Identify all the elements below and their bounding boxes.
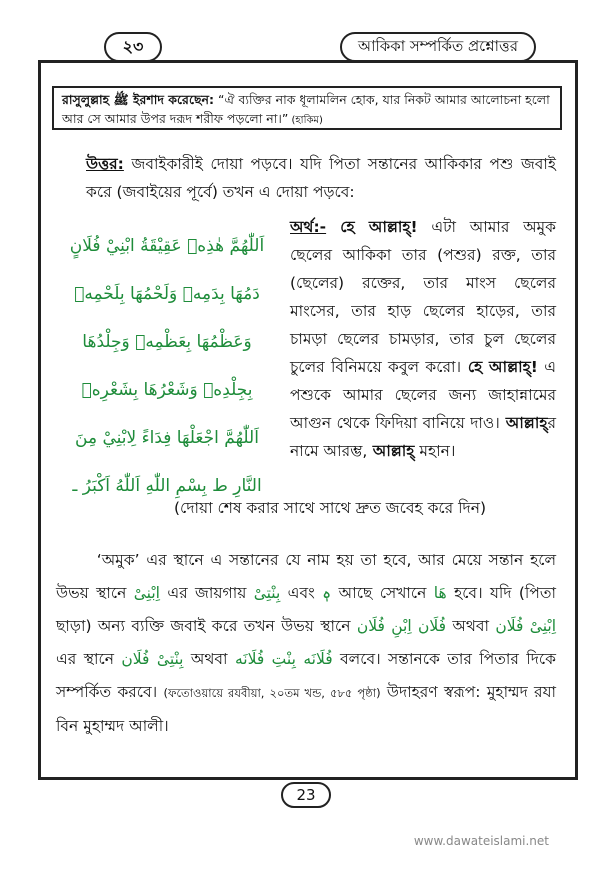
answer-paragraph: [86, 150, 556, 206]
text: এর জায়গায়: [159, 584, 254, 602]
notice-text: “ঐ ব্যক্তির নাক ধূলামলিন হোক, যার নিকট আমার আলোচনা হলো আর সে আমার উপর দরূদ শরীফ পড়লো না।”: [62, 92, 550, 126]
answer-text: জবাইকারীই দোয়া পড়বে। যদি পিতা সন্তানের আকিকার পশু জবাই করে (জবাইয়ের পূর্বে) তখন এ দোয়া পড়বে:: [86, 155, 556, 201]
arabic-line: وَعَظْمُهَا بِعَظْمِهٖ وَجِلْدُهَا: [82, 332, 252, 352]
meaning-allah: আল্লাহ্: [367, 442, 415, 460]
arabic-word: هَا: [433, 584, 447, 602]
arabic-dua: [58, 222, 276, 510]
text: ‘অমুক’ এর স্থানে এ সন্তানের যে নাম হয় তা হবে, আর মেয়ে সন্তান হলে উভয় স্থানে: [56, 551, 557, 602]
durood-notice: [52, 86, 562, 130]
text: অথবা: [446, 617, 496, 635]
meaning-text: র নামে আরম্ভ,: [290, 414, 556, 460]
text: এবং: [280, 584, 323, 602]
text: অথবা: [183, 650, 235, 668]
instruction-paragraph: [56, 544, 556, 743]
arabic-word: ہٖ: [322, 584, 332, 602]
text: আছে সেখানে: [331, 584, 434, 602]
meaning-text: এটা আমার অমুক ছেলের আকিকা তার (পশুর) রক্ত, তার (ছেলের) রক্তের, তার মাংস ছেলের মাংসের, তার হাড় ছেলের হাড়ের, তার চামড়া ছেলের চামড়ার, তার চুল ছেলের চুলের বিনিময়ে কবুল করো।: [290, 218, 556, 376]
meaning-oh-allah: হে আল্লাহ্!: [326, 218, 418, 236]
meaning-paragraph: [290, 213, 556, 465]
arabic-line: بِجِلْدِهٖ وَشَعْرُهَا بِشَعْرِهٖ: [81, 380, 253, 400]
arabic-line: النَّارِ ط بِسْمِ اللّٰهِ اَللّٰهُ اَكْبَرُ ـ: [72, 476, 262, 496]
arabic-line: دَمُهَا بِدَمِهٖ وَلَحْمُهَا بِلَحْمِهٖ: [74, 284, 260, 304]
arabic-word: فُلَانَه بِنْتِ فُلَانَه: [234, 650, 333, 668]
meaning-text: মহান।: [414, 442, 456, 460]
meaning-text: এ পশুকে আমার ছেলের জন্য জাহান্নামের আগুন থেকে ফিদিয়া বানিয়ে দাও।: [290, 358, 556, 432]
notice-source: (হাকিম): [288, 115, 323, 126]
meaning-allah: আল্লাহ্: [499, 414, 548, 432]
header-page-number: ২৩: [104, 32, 162, 62]
answer-label: উত্তর:: [86, 155, 124, 173]
text: হবে। যদি (পিতা ছাড়া) অন্য ব্যক্তি জবাই করে তখন উভয় স্থানে: [56, 584, 556, 635]
notice-prefix: রাসুলুল্লাহ ﷺ ইরশাদ করেছেন:: [62, 92, 214, 107]
text: উদাহরণ স্বরূপ: মুহাম্মদ রযা বিন মুহাম্মদ আলী।: [56, 683, 556, 735]
arabic-line: اَللّٰهُمَّ اجْعَلْهَا فِدَاءً لِابْنِيْ مِنَ: [75, 428, 259, 448]
website-url[interactable]: www.dawateislami.net: [413, 834, 549, 848]
text: বলবে। সন্তানকে তার পিতার দিকে সম্পর্কিত করবে।: [56, 650, 557, 701]
header-title: আকিকা সম্পর্কিত প্রশ্নোত্তর: [340, 32, 536, 62]
arabic-word: اِبْنِیْ فُلَان: [495, 617, 557, 635]
reference: (ফতোওয়ায়ে রযবীয়া, ২০তম খন্ড, ৫৮৫ পৃষ্ঠা): [163, 686, 381, 700]
arabic-line: اَللّٰهُمَّ هٰذِهٖ عَقِيْقَةُ ابْنِيْ فُلَانٍ: [69, 236, 265, 256]
arabic-word: بِنْتِیْ: [253, 584, 281, 602]
arabic-word: فُلَان اِبْنِ فُلَان: [356, 617, 447, 635]
slaughter-note: (দোয়া শেষ করার সাথে সাথে দ্রুত জবেহ করে দিন): [173, 499, 486, 517]
text: এর স্থানে: [56, 650, 122, 668]
meaning-oh-allah: হে আল্লাহ্!: [461, 358, 538, 376]
meaning-label: অর্থ:-: [290, 218, 327, 236]
arabic-word: اِبْنِیْ: [133, 584, 160, 602]
arabic-word: بِنْتِیْ فُلَان: [121, 650, 184, 668]
page-number: 23: [281, 782, 331, 808]
